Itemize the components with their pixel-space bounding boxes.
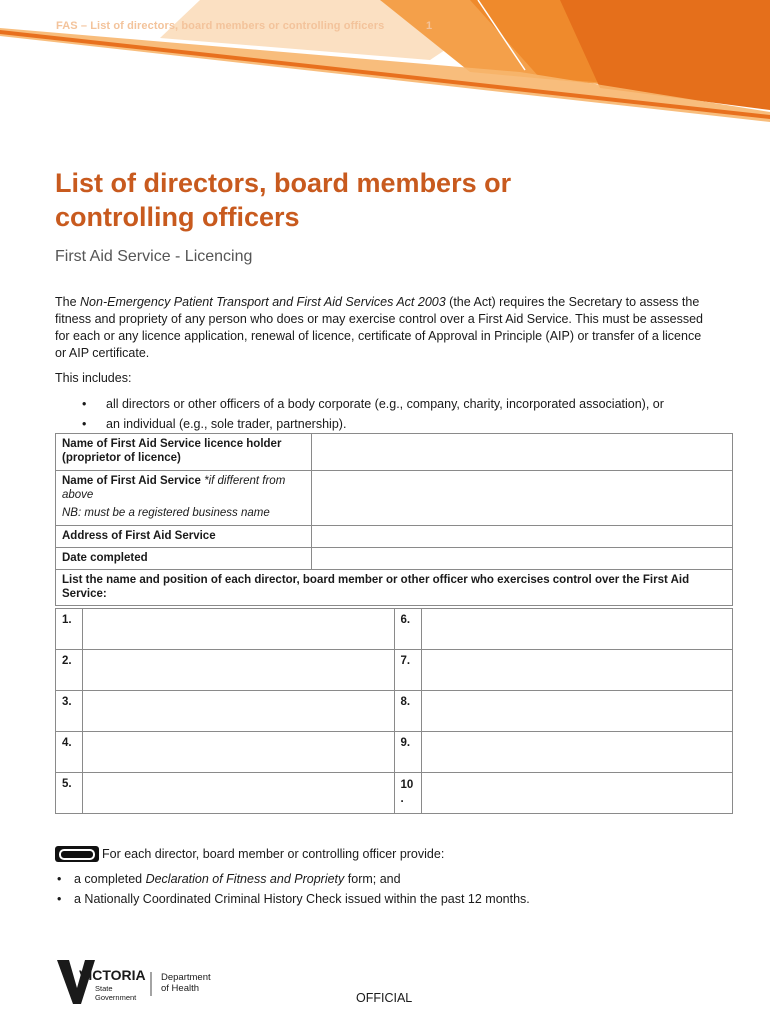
date-label: Date completed	[56, 548, 312, 570]
intro-paragraph: The Non-Emergency Patient Transport and First Aid Services Act 2003 (the Act) requires the Secretary to assess the fitness and propriety of any person who does or may exercise control over a First Aid Service. This must be assessed for each or any licence application, renewal of licence, certificate of Approval in Principle (AIP) or transfer of a licence or AIP certificate.	[55, 295, 703, 360]
svg-text:VICTORIA: VICTORIA	[79, 967, 146, 983]
svg-text:Government: Government	[95, 993, 137, 1002]
row-number: 5.	[56, 773, 83, 814]
row-number: 9.	[394, 732, 421, 773]
officer-field[interactable]	[83, 650, 395, 691]
classification-label: OFFICIAL	[356, 991, 413, 1005]
svg-text:State: State	[95, 984, 113, 993]
officer-field[interactable]	[83, 691, 395, 732]
row-number: 6.	[394, 609, 421, 650]
officer-field[interactable]	[421, 650, 733, 691]
row-number: 8.	[394, 691, 421, 732]
row-number: 10 .	[394, 773, 421, 814]
row-number: 3.	[56, 691, 83, 732]
svg-text:Department: Department	[161, 972, 211, 983]
list-item: • an individual (e.g., sole trader, partnership).	[82, 417, 347, 431]
list-item: • all directors or other officers of a body corporate (e.g., company, charity, incorporated association), or	[82, 397, 664, 411]
paperclip-icon	[55, 846, 99, 862]
address-label: Address of First Aid Service	[56, 526, 312, 548]
svg-text:of Health: of Health	[161, 983, 200, 994]
officer-field[interactable]	[83, 609, 395, 650]
officer-field[interactable]	[83, 732, 395, 773]
page-subtitle: First Aid Service - Licencing	[55, 248, 253, 265]
holder-field[interactable]	[312, 434, 733, 471]
row-number: 2.	[56, 650, 83, 691]
holder-label: Name of First Aid Service licence holder (proprietor of licence)	[56, 434, 312, 471]
list-instruction: List the name and position of each director, board member or other officer who exercises control over the First Aid Service:	[56, 570, 733, 606]
row-number: 1.	[56, 609, 83, 650]
details-table	[55, 433, 733, 606]
requirements-list	[55, 870, 530, 910]
officer-field[interactable]	[83, 773, 395, 814]
victoria-government-logo	[55, 958, 285, 1008]
list-item: • a Nationally Coordinated Criminal History Check issued within the past 12 months.	[57, 892, 530, 906]
officer-field[interactable]	[421, 609, 733, 650]
officer-list-table	[55, 608, 733, 814]
list-item: • a completed Declaration of Fitness and Propriety form; and	[57, 872, 401, 886]
address-field[interactable]	[312, 526, 733, 548]
includes-label: This includes:	[55, 371, 132, 385]
officer-field[interactable]	[421, 732, 733, 773]
act-name: Non-Emergency Patient Transport and First Aid Services Act 2003	[80, 295, 446, 309]
service-name-label: Name of First Aid Service *if different from above NB: must be a registered business name	[56, 471, 312, 526]
service-name-field[interactable]	[312, 471, 733, 526]
row-number: 7.	[394, 650, 421, 691]
includes-list	[55, 395, 664, 435]
running-header: FAS – List of directors, board members or controlling officers	[56, 20, 385, 32]
officer-field[interactable]	[421, 691, 733, 732]
row-number: 4.	[56, 732, 83, 773]
date-field[interactable]	[312, 548, 733, 570]
page-title: List of directors, board members or controlling officers	[55, 168, 512, 232]
page-number: 1	[426, 20, 433, 32]
business-name-note: NB: must be a registered business name	[62, 507, 270, 519]
provide-note: For each director, board member or controlling officer provide:	[55, 846, 444, 862]
officer-field[interactable]	[421, 773, 733, 814]
